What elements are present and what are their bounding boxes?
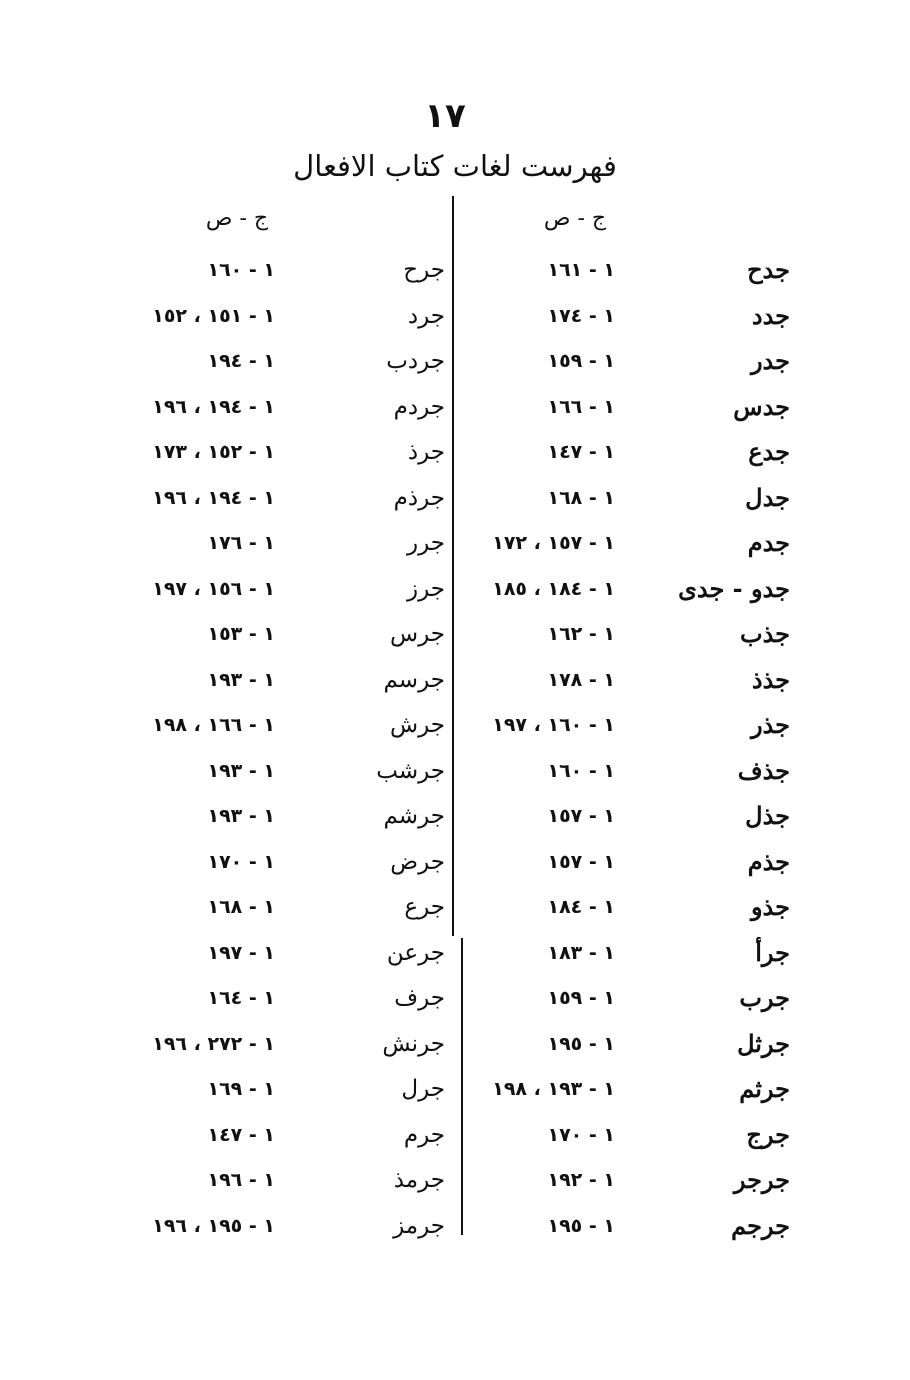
right-column-word: جدل <box>745 482 790 512</box>
left-column-word: جرد <box>407 302 445 329</box>
right-column-reference: ١ - ١٨٣ <box>547 941 615 964</box>
right-column-reference: ١ - ١٦٢ <box>547 623 615 645</box>
right-column-word: جذذ <box>751 664 790 694</box>
right-column-reference: ١ - ١٥٧ ، ١٧٢ <box>492 532 615 554</box>
right-column-reference: ١ - ١٥٧ <box>547 850 615 873</box>
left-column-word: جردم <box>393 393 445 420</box>
left-column-reference: ١ - ١٧٠ <box>207 850 275 873</box>
right-column-word: جدس <box>733 391 790 421</box>
right-column-word: جذب <box>739 619 790 648</box>
right-column-reference: ١ - ١٦٠ <box>547 759 615 782</box>
right-column-word: جدو - جدى <box>678 573 790 603</box>
index-row <box>0 296 910 342</box>
column-header-left: ج - ص <box>205 206 269 231</box>
right-column-word: جدع <box>748 437 790 466</box>
column-header-right: ج - ص <box>543 206 607 231</box>
left-column-word: جرز <box>406 575 445 602</box>
right-column-word: جدر <box>750 346 790 375</box>
right-column-reference: ١ - ١٦٨ <box>547 486 615 509</box>
index-row <box>0 751 910 797</box>
left-column-word: جرشب <box>376 757 445 784</box>
left-column-reference: ١ - ١٧٦ <box>207 532 275 554</box>
index-row <box>0 842 910 888</box>
right-column-word: جذو <box>750 892 790 921</box>
index-row <box>0 796 910 842</box>
index-row <box>0 387 910 433</box>
right-column-reference: ١ - ١٦٠ ، ١٩٧ <box>492 714 615 736</box>
left-column-reference: ١ - ١٩٥ ، ١٩٦ <box>152 1214 275 1237</box>
right-column-reference: ١ - ١٧٤ <box>547 304 615 327</box>
left-column-word: جردب <box>386 348 445 374</box>
right-column-reference: ١ - ١٨٤ ، ١٨٥ <box>492 577 615 600</box>
left-column-reference: ١ - ١٦٨ <box>207 896 275 918</box>
right-column-reference: ١ - ١٧٠ <box>547 1123 615 1146</box>
right-column-reference: ١ - ١٧٨ <box>547 668 615 691</box>
index-row <box>0 705 910 751</box>
left-column-word: جرسم <box>383 666 445 693</box>
left-column-word: جرس <box>390 621 445 647</box>
index-row <box>0 1160 910 1206</box>
right-column-reference: ١ - ١٥٧ <box>547 805 615 827</box>
left-column-reference: ١ - ١٩٣ <box>207 759 275 782</box>
left-column-word: جرع <box>404 894 445 920</box>
right-column-word: جرجر <box>733 1165 790 1194</box>
left-column-reference: ١ - ١٩٣ <box>207 668 275 691</box>
right-column-reference: ١ - ١٩٥ <box>547 1214 615 1237</box>
index-row <box>0 933 910 979</box>
left-column-word: جرشم <box>383 803 445 829</box>
left-column-reference: ١ - ١٩٣ <box>207 805 275 827</box>
index-row <box>0 569 910 615</box>
right-column-word: جرثم <box>739 1074 790 1103</box>
left-column-reference: ١ - ١٤٧ <box>207 1123 275 1146</box>
right-column-word: جذر <box>750 710 790 739</box>
left-column-reference: ١ - ١٩٤ <box>207 350 275 372</box>
left-column-reference: ١ - ١٦٦ ، ١٩٨ <box>152 714 275 736</box>
left-column-reference: ١ - ١٦٠ <box>207 259 275 281</box>
left-column-reference: ١ - ١٩٦ <box>207 1169 275 1191</box>
index-row <box>0 250 910 296</box>
right-column-reference: ١ - ١٦٦ <box>547 395 615 418</box>
index-row <box>0 660 910 706</box>
page-title: فهرست لغات كتاب الافعال <box>293 149 617 183</box>
index-row <box>0 1206 910 1252</box>
index-row <box>0 341 910 387</box>
right-column-reference: ١ - ١٤٧ <box>547 441 615 463</box>
left-column-word: جرم <box>403 1121 445 1148</box>
left-column-reference: ١ - ١٩٤ ، ١٩٦ <box>152 486 275 509</box>
index-row <box>0 523 910 569</box>
right-column-word: جدم <box>747 528 790 557</box>
index-row <box>0 478 910 524</box>
left-column-reference: ١ - ١٩٧ <box>207 941 275 964</box>
right-column-reference: ١ - ١٩٢ <box>547 1169 615 1191</box>
right-column-word: جذم <box>747 846 790 876</box>
left-column-word: جرعن <box>386 939 445 966</box>
index-row <box>0 1115 910 1161</box>
left-column-reference: ١ - ١٦٩ <box>207 1078 275 1100</box>
index-row <box>0 887 910 933</box>
index-row <box>0 1069 910 1115</box>
right-column-reference: ١ - ١٨٤ <box>547 896 615 918</box>
right-column-reference: ١ - ١٥٩ <box>547 350 615 372</box>
right-column-word: جرجم <box>731 1210 790 1240</box>
index-table <box>0 250 910 1251</box>
index-row <box>0 978 910 1024</box>
right-column-word: جرثل <box>737 1028 790 1058</box>
left-column-word: جرنش <box>382 1030 445 1057</box>
left-column-word: جرذم <box>393 484 445 511</box>
left-column-reference: ١ - ١٥٣ <box>207 623 275 645</box>
right-column-word: جدد <box>751 300 790 330</box>
left-column-reference: ١ - ١٦٤ <box>207 987 275 1009</box>
index-row <box>0 432 910 478</box>
right-column-word: جذل <box>745 801 790 830</box>
left-column-word: جرل <box>401 1076 445 1102</box>
page-number: ١٧ <box>424 96 466 136</box>
left-column-word: جرض <box>390 848 445 875</box>
left-column-word: جرمذ <box>393 1167 445 1193</box>
right-column-reference: ١ - ١٩٣ ، ١٩٨ <box>492 1078 615 1100</box>
right-column-reference: ١ - ١٥٩ <box>547 987 615 1009</box>
right-column-reference: ١ - ١٦١ <box>547 259 615 281</box>
right-column-reference: ١ - ١٩٥ <box>547 1032 615 1055</box>
right-column-word: جذف <box>737 755 790 785</box>
left-column-reference: ١ - ١٥١ ، ١٥٢ <box>152 304 275 327</box>
right-column-word: جرب <box>739 983 790 1012</box>
right-column-word: جرأ <box>755 937 790 967</box>
left-column-reference: ١ - ١٥٢ ، ١٧٣ <box>152 441 275 463</box>
index-row <box>0 1024 910 1070</box>
right-column-word: جرج <box>746 1119 790 1149</box>
index-row <box>0 614 910 660</box>
left-column-word: جرح <box>403 257 445 283</box>
left-column-reference: ١ - ١٩٤ ، ١٩٦ <box>152 395 275 418</box>
left-column-reference: ١ - ٢٧٢ ، ١٩٦ <box>152 1032 275 1055</box>
right-column-word: جدح <box>747 255 790 284</box>
left-column-word: جرذ <box>407 439 445 465</box>
left-column-word: جرر <box>406 530 445 556</box>
left-column-word: جرف <box>394 985 445 1011</box>
left-column-word: جرش <box>390 712 445 738</box>
left-column-reference: ١ - ١٥٦ ، ١٩٧ <box>152 577 275 600</box>
left-column-word: جرمز <box>393 1212 445 1239</box>
